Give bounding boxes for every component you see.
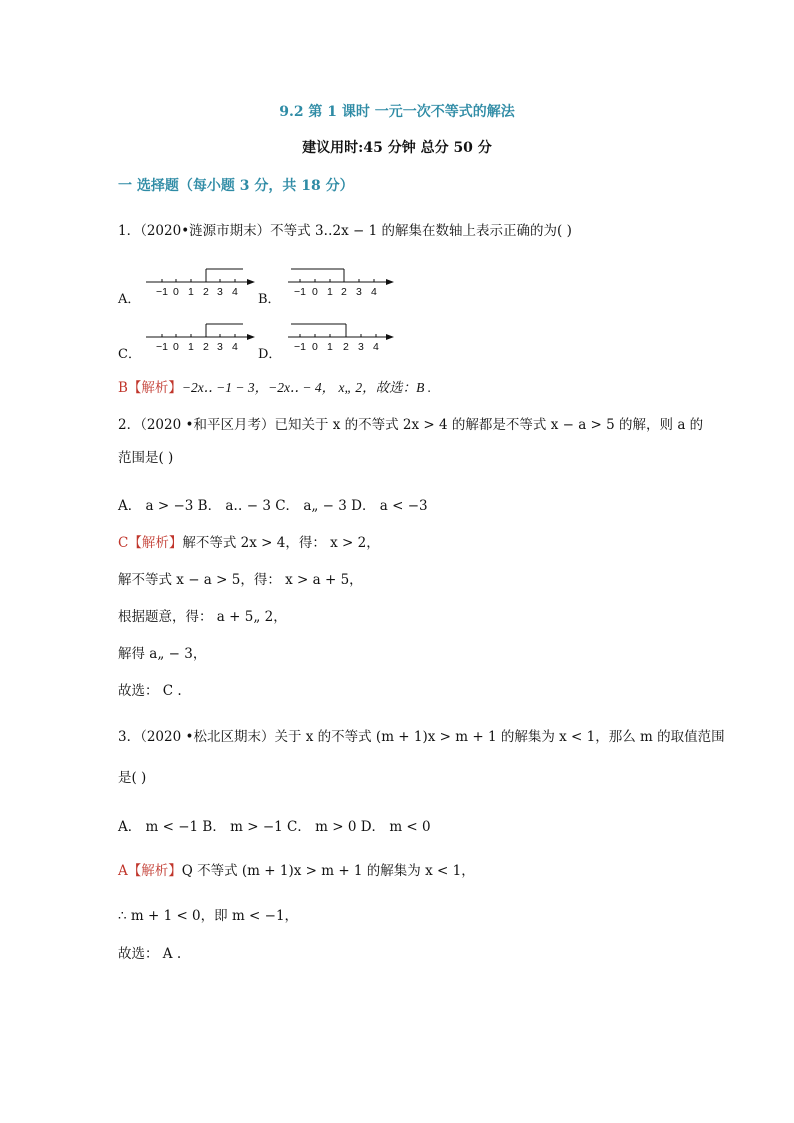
- tick-label: 0: [312, 341, 318, 353]
- q2-answer-tag: C【解析】: [118, 535, 183, 551]
- q3-stem-line-2: 是( ): [118, 770, 147, 786]
- tick-label: 3: [217, 341, 223, 353]
- q3-answer-line-3: 故选： A .: [118, 946, 182, 962]
- tick-label: 1: [327, 341, 333, 353]
- q3-answer-tag: A【解析】: [118, 863, 182, 879]
- tick-label: 0: [312, 286, 318, 298]
- q2-answer-line-4: 解得 a„ − 3，: [118, 646, 207, 662]
- q1-option-a-label: A．: [118, 292, 141, 307]
- q1-stem: 1．（2020•涟源市期末）不等式 3‥2x − 1 的解集在数轴上表示正确的为( ): [118, 223, 572, 239]
- tick-label: 4: [373, 341, 379, 353]
- section-heading: 一 选择题（每小题 3 分，共 18 分）: [118, 178, 354, 194]
- tick-label: 3: [356, 286, 362, 298]
- tick-label: −1: [294, 286, 306, 298]
- q3-stem-line-1: 3．（2020 •松北区期末）关于 x 的不等式 (m + 1)x > m + 1 的解集为 x < 1，那么 m 的取值范围: [118, 729, 725, 745]
- q1-number-line-d: [285, 320, 400, 355]
- tick-label: −1: [156, 286, 168, 298]
- q1-answer: [118, 376, 431, 396]
- q1-option-d-label: D．: [258, 347, 282, 362]
- q2-answer-text-1: 解不等式 2x > 4，得： x > 2，: [182, 535, 380, 551]
- tick-label: 4: [232, 341, 238, 353]
- tick-label: 2: [343, 341, 349, 353]
- tick-label: 1: [327, 286, 333, 298]
- tick-label: 0: [173, 286, 179, 298]
- tick-label: 1: [188, 286, 194, 298]
- q2-answer-line-5: 故选： C .: [118, 683, 182, 699]
- q3-answer-line-2: ∴ m + 1 < 0，即 m < −1，: [118, 908, 299, 924]
- q1-number-line-a: [143, 265, 258, 300]
- tick-label: 2: [203, 341, 209, 353]
- tick-label: 2: [341, 286, 347, 298]
- q2-options: A． a > −3 B． a‥ − 3 C． a„ − 3 D． a < −3: [118, 498, 428, 514]
- tick-label: 1: [188, 341, 194, 353]
- tick-label: 0: [173, 341, 179, 353]
- q1-number-line-b: [285, 265, 400, 300]
- q3-answer-line-1: [118, 859, 475, 879]
- tick-label: 2: [203, 286, 209, 298]
- tick-label: 4: [232, 286, 238, 298]
- q1-answer-body: −2x‥ −1 − 3，−2x‥ − 4， x„ 2，故选：B .: [181, 380, 432, 395]
- q1-answer-tag: B【解析】: [118, 380, 182, 396]
- q1-number-line-c: [143, 320, 258, 355]
- tick-label: −1: [156, 341, 168, 353]
- q2-stem-line-1: 2．（2020 •和平区月考）已知关于 x 的不等式 2x > 4 的解都是不等式 x − a > 5 的解，则 a 的: [118, 417, 704, 433]
- q1-option-b-label: B．: [258, 292, 281, 307]
- tick-label: 4: [371, 286, 377, 298]
- q1-option-c-label: C．: [118, 347, 141, 362]
- tick-label: 3: [358, 341, 364, 353]
- q2-answer-line-3: 根据题意，得： a + 5„ 2，: [118, 609, 287, 625]
- tick-label: −1: [294, 341, 306, 353]
- page-subtitle: 建议用时:45 分钟 总分 50 分: [302, 140, 492, 156]
- q2-answer-line-1: [118, 531, 380, 551]
- tick-label: 3: [217, 286, 223, 298]
- q3-answer-text-1: Q 不等式 (m + 1)x > m + 1 的解集为 x < 1，: [181, 863, 475, 879]
- q2-stem-line-2: 范围是( ): [118, 450, 174, 466]
- q3-options: A． m < −1 B． m > −1 C． m > 0 D． m < 0: [118, 819, 431, 835]
- q2-answer-line-2: 解不等式 x − a > 5，得： x > a + 5，: [118, 572, 363, 588]
- page-title: 9.2 第 1 课时 一元一次不等式的解法: [279, 104, 515, 120]
